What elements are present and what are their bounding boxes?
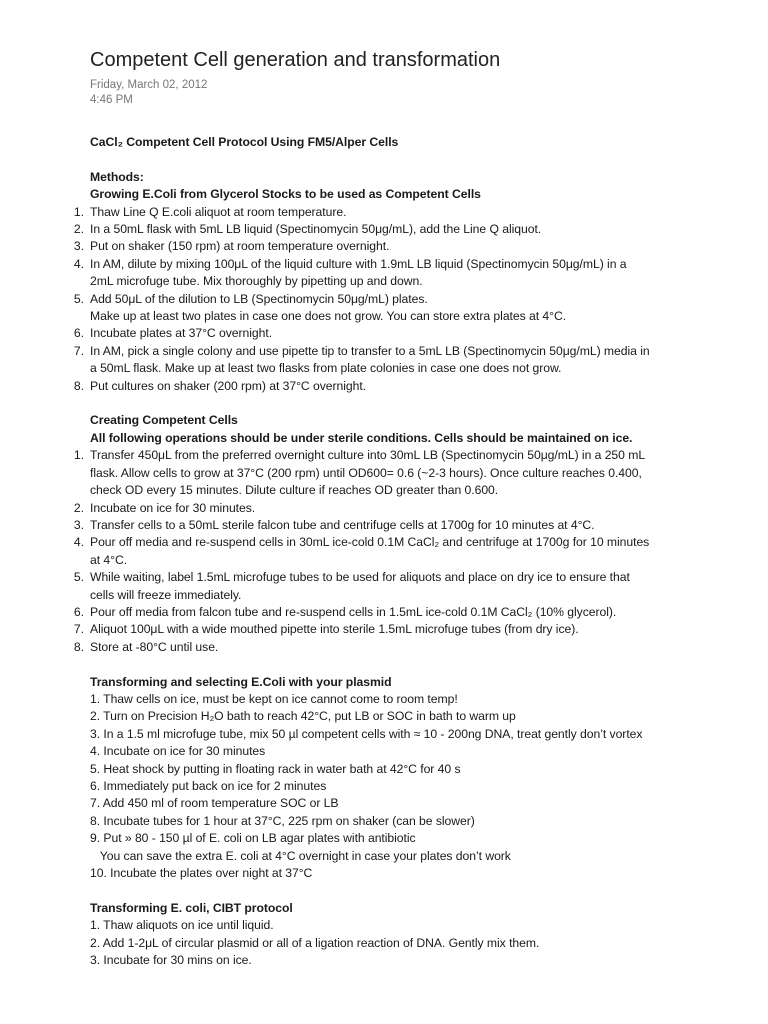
list-item-text: 2mL microfuge tube. Mix thoroughly by pipetting up and down. — [90, 274, 423, 289]
list-item: 6. Immediately put back on ice for 2 minutes — [90, 778, 327, 793]
list-item-number: 4. — [73, 256, 84, 271]
creating-subheading: All following operations should be under sterile conditions. Cells should be maintained on ice. — [90, 430, 633, 445]
list-item-text: at 4°C. — [90, 552, 128, 567]
list-item — [73, 221, 748, 238]
methods-label: Methods: — [90, 169, 144, 184]
list-item-text: check OD every 15 minutes. Dilute culture if reaches OD greater than 0.600. — [90, 483, 499, 498]
list-item: 2. Add 1-2μL of circular plasmid or all of a ligation reaction of DNA. Gently mix them. — [90, 935, 540, 950]
list-item: 3. Incubate for 30 mins on ice. — [90, 953, 252, 968]
list-item — [73, 325, 748, 342]
cibt-steps-list — [90, 917, 748, 969]
list-item: 9. Put » 80 - 150 µl of E. coli on LB agar plates with antibiotic — [90, 831, 416, 846]
list-item-text: Put cultures on shaker (200 rpm) at 37°C overnight. — [90, 378, 367, 393]
list-item-text: In AM, pick a single colony and use pipette tip to transfer to a 5mL LB (Spectinomycin 50μg/mL) media in — [90, 343, 650, 358]
page-title: Competent Cell generation and transformation — [90, 49, 501, 71]
list-item-text: While waiting, label 1.5mL microfuge tubes to be used for aliquots and place on dry ice to ensure that — [90, 570, 630, 585]
timestamp — [90, 78, 748, 108]
creating-steps-list — [73, 447, 748, 656]
list-item — [73, 517, 748, 534]
list-item — [73, 639, 748, 656]
list-item-text: cells will freeze immediately. — [90, 587, 242, 602]
list-item: 2. Turn on Precision H₂O bath to reach 42°C, put LB or SOC in bath to warm up — [90, 709, 516, 724]
list-item-text: Thaw Line Q E.coli aliquot at room temperature. — [90, 204, 347, 219]
list-item — [73, 534, 748, 569]
list-item-text: Pour off media from falcon tube and re-suspend cells in 1.5mL ice-cold 0.1M CaCl₂ (10% glycerol). — [90, 604, 617, 619]
growing-heading: Growing E.Coli from Glycerol Stocks to be used as Competent Cells — [90, 187, 481, 202]
list-item — [73, 238, 748, 255]
transforming-heading: Transforming and selecting E.Coli with your plasmid — [90, 674, 392, 689]
list-item-number: 1. — [73, 448, 84, 463]
list-item-number: 1. — [73, 204, 84, 219]
list-item-text: Aliquot 100μL with a wide mouthed pipette into sterile 1.5mL microfuge tubes (from dry ice). — [90, 622, 579, 637]
list-item — [73, 291, 748, 326]
list-item — [73, 447, 748, 499]
transforming-steps-list — [90, 691, 748, 882]
list-item — [73, 500, 748, 517]
time-text: 4:46 PM — [90, 94, 133, 106]
list-item — [73, 621, 748, 638]
list-item-number: 8. — [73, 639, 84, 654]
list-item-text: Store at -80°C until use. — [90, 639, 219, 654]
list-item-number: 2. — [73, 222, 84, 237]
list-item-text: In a 50mL flask with 5mL LB liquid (Spectinomycin 50μg/mL), add the Line Q aliquot. — [90, 222, 542, 237]
list-item: 8. Incubate tubes for 1 hour at 37°C, 225 rpm on shaker (can be slower) — [90, 813, 475, 828]
list-item: 1. Thaw aliquots on ice until liquid. — [90, 918, 274, 933]
list-item-text: flask. Allow cells to grow at 37°C (200 rpm) until OD600= 0.6 (~2-3 hours). Once culture reaches 0.400, — [90, 465, 642, 480]
list-item-number: 6. — [73, 604, 84, 619]
list-item: 7. Add 450 ml of room temperature SOC or LB — [90, 796, 339, 811]
cibt-heading: Transforming E. coli, CIBT protocol — [90, 900, 293, 915]
list-item-number: 3. — [73, 517, 84, 532]
list-item — [73, 604, 748, 621]
list-item-text: Put on shaker (150 rpm) at room temperature overnight. — [90, 239, 390, 254]
list-item-text: Add 50μL of the dilution to LB (Spectinomycin 50μg/mL) plates. — [90, 291, 428, 306]
list-item: 5. Heat shock by putting in floating rack in water bath at 42°C for 40 s — [90, 761, 461, 776]
list-item: 1. Thaw cells on ice, must be kept on ice cannot come to room temp! — [90, 691, 458, 706]
list-item-text: a 50mL flask. Make up at least two flasks from plate colonies in case one does not grow. — [90, 361, 562, 376]
list-item — [73, 204, 748, 221]
list-item-number: 5. — [73, 291, 84, 306]
creating-heading: Creating Competent Cells — [90, 413, 238, 428]
list-item-text: Make up at least two plates in case one does not grow. You can store extra plates at 4°C. — [90, 309, 567, 324]
list-item-number: 7. — [73, 622, 84, 637]
list-item-text: Incubate plates at 37°C overnight. — [90, 326, 273, 341]
date-text: Friday, March 02, 2012 — [90, 79, 208, 91]
list-item — [73, 569, 748, 604]
list-item: 3. In a 1.5 ml microfuge tube, mix 50 µl competent cells with ≈ 10 - 200ng DNA, treat gently don’t vortex — [90, 726, 643, 741]
list-item-text: Transfer 450μL from the preferred overnight culture into 30mL LB (Spectinomycin 50μg/mL) in a 250 mL — [90, 448, 646, 463]
list-item: You can save the extra E. coli at 4°C overnight in case your plates don’t work — [90, 848, 511, 863]
list-item-text: Pour off media and re-suspend cells in 30mL ice-cold 0.1M CaCl₂ and centrifuge at 1700g for 10 minutes — [90, 535, 650, 550]
list-item-number: 3. — [73, 239, 84, 254]
list-item-number: 4. — [73, 535, 84, 550]
list-item-text: In AM, dilute by mixing 100μL of the liquid culture with 1.9mL LB liquid (Spectinomycin 50μg/mL) in a — [90, 256, 627, 271]
list-item-number: 2. — [73, 500, 84, 515]
protocol-title: CaCl₂ Competent Cell Protocol Using FM5/Alper Cells — [90, 135, 399, 149]
list-item: 4. Incubate on ice for 30 minutes — [90, 744, 266, 759]
growing-steps-list — [73, 204, 748, 395]
list-item — [73, 343, 748, 378]
list-item-text: Incubate on ice for 30 minutes. — [90, 500, 256, 515]
list-item-number: 7. — [73, 343, 84, 358]
list-item-number: 5. — [73, 570, 84, 585]
list-item — [73, 256, 748, 291]
document-body — [73, 134, 748, 969]
list-item-text: Transfer cells to a 50mL sterile falcon tube and centrifuge cells at 1700g for 10 minutes at 4°C. — [90, 517, 595, 532]
list-item-number: 8. — [73, 378, 84, 393]
list-item-number: 6. — [73, 326, 84, 341]
list-item — [73, 378, 748, 395]
list-item: 10. Incubate the plates over night at 37°C — [90, 866, 313, 881]
